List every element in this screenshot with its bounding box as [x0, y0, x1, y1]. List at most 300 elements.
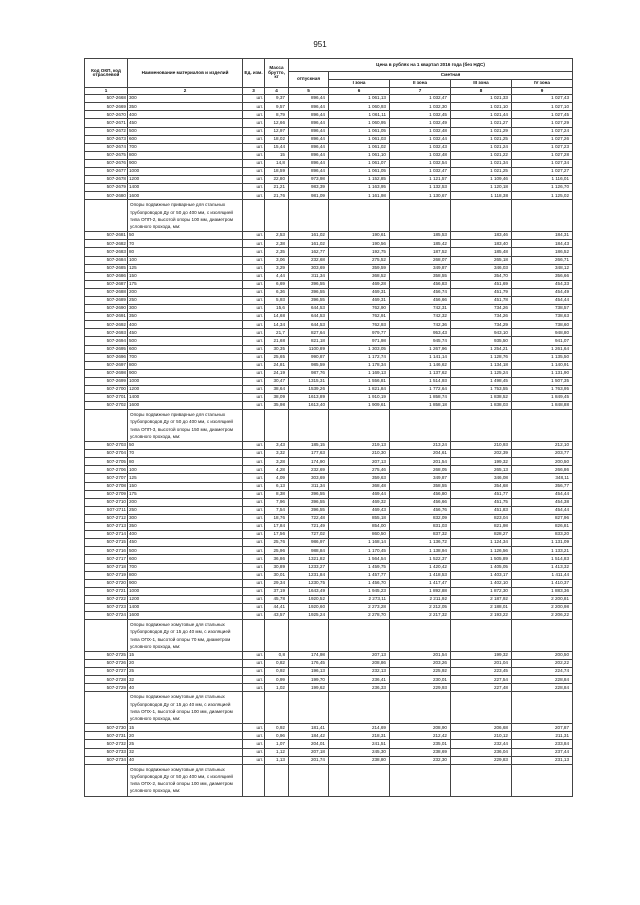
table-cell: шт.: [243, 272, 265, 280]
table-cell: 1 021,25: [451, 135, 512, 143]
table-row: [85, 135, 573, 143]
table-row: [85, 547, 573, 555]
column-number: 9: [512, 88, 573, 95]
empty-cell: [451, 200, 512, 232]
table-cell: 25,76: [265, 539, 289, 547]
table-cell: 35,98: [265, 402, 289, 410]
table-cell: 150: [128, 482, 243, 490]
empty-cell: [243, 764, 265, 796]
table-cell: шт.: [243, 377, 265, 385]
table-cell: 507-2707: [85, 474, 128, 482]
table-cell: 150: [128, 272, 243, 280]
table-cell: 199,70: [289, 676, 329, 684]
section-description: Опоры подвижные хомутовые для стальных трубопроводов Ду от 50 до 400 мм, с изоляцией типа ОПХ-2, высотой опоры 100 мм, диаметром условного прохода, мм:: [128, 764, 243, 796]
table-cell: 507-2721: [85, 587, 128, 595]
table-cell: шт.: [243, 442, 265, 450]
table-cell: 507-2699: [85, 377, 128, 385]
table-cell: 184,42: [289, 732, 329, 740]
table-row: [85, 313, 573, 321]
table-cell: 3,06: [265, 256, 289, 264]
empty-cell: [329, 620, 390, 652]
table-cell: 1 505,89: [451, 555, 512, 563]
empty-cell: [243, 410, 265, 442]
table-cell: 201,54: [390, 458, 451, 466]
table-cell: 1 061,07: [329, 159, 390, 167]
table-cell: 190,61: [329, 232, 390, 240]
table-cell: 1100,89: [289, 345, 329, 353]
table-cell: 2 193,22: [451, 612, 512, 620]
table-cell: 1 411,44: [512, 571, 573, 579]
table-cell: 1 032,49: [390, 119, 451, 127]
table-cell: 454,44: [512, 506, 573, 514]
table-cell: 507-2679: [85, 184, 128, 192]
table-cell: 175: [128, 280, 243, 288]
table-cell: 199,62: [289, 684, 329, 692]
table-cell: 303,69: [289, 264, 329, 272]
table-cell: 5,93: [265, 296, 289, 304]
table-cell: 18,76: [265, 514, 289, 522]
table-cell: 24,81: [265, 361, 289, 369]
table-cell: 738,60: [512, 321, 573, 329]
table-cell: 348,12: [512, 264, 573, 272]
table-cell: шт.: [243, 579, 265, 587]
table-cell: 38,09: [265, 394, 289, 402]
table-cell: 973,98: [289, 176, 329, 184]
table-cell: шт.: [243, 288, 265, 296]
table-cell: 18,02: [265, 135, 289, 143]
table-cell: 742,31: [390, 305, 451, 313]
table-cell: 1 124,34: [451, 539, 512, 547]
empty-cell: [265, 620, 289, 652]
table-cell: шт.: [243, 603, 265, 611]
table-cell: 854,00: [329, 523, 390, 531]
table-cell: 30,01: [265, 571, 289, 579]
table-cell: 1 522,37: [390, 555, 451, 563]
table-cell: 396,55: [289, 490, 329, 498]
table-row: [85, 111, 573, 119]
table-cell: 1 403,17: [451, 571, 512, 579]
table-cell: 200: [128, 288, 243, 296]
table-cell: 1920,60: [289, 603, 329, 611]
table-cell: 400: [128, 111, 243, 119]
table-cell: 1233,27: [289, 563, 329, 571]
column-number: 6: [329, 88, 390, 95]
table-cell: 250: [128, 296, 243, 304]
table-cell: 1 849,45: [512, 394, 573, 402]
section-description: Опоры подвижные приварные для стальных трубопроводов Ду от 50 до 400 мм, с изоляцией типа ОПП-2, высотой опоры 100 мм, диаметром условного прохода, мм:: [128, 200, 243, 232]
table-cell: 1 061,10: [329, 151, 390, 159]
table-cell: 826,81: [512, 523, 573, 531]
table-cell: 1 118,38: [451, 192, 512, 200]
empty-cell: [289, 620, 329, 652]
table-cell: 200,50: [512, 458, 573, 466]
table-cell: 1 405,05: [451, 563, 512, 571]
table-cell: шт.: [243, 240, 265, 248]
table-cell: 507-2720: [85, 579, 128, 587]
empty-cell: [289, 692, 329, 724]
table-cell: шт.: [243, 321, 265, 329]
section-header-row: [85, 692, 573, 724]
table-cell: 32: [128, 748, 243, 756]
table-cell: 70: [128, 450, 243, 458]
table-cell: 1 032,48: [390, 151, 451, 159]
table-row: [85, 232, 573, 240]
table-cell: 507-2689: [85, 296, 128, 304]
table-cell: 354,70: [451, 272, 512, 280]
table-cell: 507-2727: [85, 668, 128, 676]
table-cell: шт.: [243, 103, 265, 111]
table-cell: 600: [128, 345, 243, 353]
table-cell: 187,52: [390, 248, 451, 256]
empty-cell: [289, 200, 329, 232]
table-cell: 232,44: [451, 740, 512, 748]
table-cell: 507-2700: [85, 386, 128, 394]
table-cell: 1 402,10: [451, 579, 512, 587]
table-row: [85, 337, 573, 345]
table-cell: 456,83: [390, 280, 451, 288]
table-cell: 1 136,72: [390, 539, 451, 547]
table-cell: 896,44: [289, 159, 329, 167]
table-cell: 30,89: [265, 563, 289, 571]
empty-cell: [390, 410, 451, 442]
table-row: [85, 272, 573, 280]
table-cell: 21,76: [265, 192, 289, 200]
table-cell: 1 021,29: [451, 127, 512, 135]
table-cell: 507-2686: [85, 272, 128, 280]
table-row: [85, 748, 573, 756]
table-cell: 1 032,47: [390, 95, 451, 103]
table-cell: 40: [128, 756, 243, 764]
table-row: [85, 724, 573, 732]
table-cell: 742,32: [390, 313, 451, 321]
table-cell: 500: [128, 337, 243, 345]
table-cell: 507-2722: [85, 595, 128, 603]
table-cell: 469,43: [329, 506, 390, 514]
table-cell: 268,07: [390, 256, 451, 264]
table-cell: 1 161,98: [329, 192, 390, 200]
table-cell: 2 212,05: [390, 603, 451, 611]
table-row: [85, 676, 573, 684]
table-cell: 32: [128, 676, 243, 684]
table-cell: 900: [128, 369, 243, 377]
table-cell: 24,19: [265, 369, 289, 377]
table-cell: 896,44: [289, 143, 329, 151]
table-cell: 800: [128, 361, 243, 369]
table-cell: 15,6: [265, 305, 289, 313]
empty-cell: [243, 200, 265, 232]
table-cell: 303,69: [289, 474, 329, 482]
table-cell: 125: [128, 474, 243, 482]
table-cell: 14,34: [265, 321, 289, 329]
table-cell: 230,01: [390, 676, 451, 684]
table-cell: 2 273,28: [329, 603, 390, 611]
table-cell: 1 027,10: [512, 103, 573, 111]
empty-cell: [451, 764, 512, 796]
table-cell: шт.: [243, 337, 265, 345]
table-cell: 350: [128, 523, 243, 531]
table-cell: 507-2726: [85, 660, 128, 668]
table-cell: 454,33: [512, 280, 573, 288]
empty-cell: [329, 200, 390, 232]
table-cell: 100: [128, 256, 243, 264]
table-cell: 238,69: [390, 748, 451, 756]
table-cell: 1 170,45: [329, 547, 390, 555]
table-cell: 228,84: [512, 676, 573, 684]
table-row: [85, 280, 573, 288]
table-cell: 210,12: [451, 732, 512, 740]
table-cell: 20: [128, 732, 243, 740]
table-cell: шт.: [243, 168, 265, 176]
table-cell: 232,30: [390, 756, 451, 764]
table-cell: 348,11: [512, 474, 573, 482]
table-cell: 400: [128, 321, 243, 329]
table-cell: 192,75: [329, 248, 390, 256]
table-cell: 1 872,30: [451, 587, 512, 595]
table-cell: 507-2710: [85, 498, 128, 506]
table-cell: 396,55: [289, 498, 329, 506]
table-cell: 1 132,53: [390, 184, 451, 192]
table-row: [85, 402, 573, 410]
empty-cell: [451, 410, 512, 442]
table-cell: шт.: [243, 143, 265, 151]
table-cell: 1 858,74: [390, 394, 451, 402]
table-cell: 1 121,57: [390, 176, 451, 184]
table-cell: 212,42: [390, 732, 451, 740]
table-cell: 396,55: [289, 296, 329, 304]
table-cell: 469,31: [329, 288, 390, 296]
table-cell: 349,87: [390, 264, 451, 272]
table-cell: 454,44: [512, 296, 573, 304]
empty-cell: [390, 764, 451, 796]
empty-cell: [265, 410, 289, 442]
table-cell: 8,38: [265, 490, 289, 498]
table-cell: 1 061,13: [329, 95, 390, 103]
table-cell: 1 168,14: [329, 539, 390, 547]
table-cell: 8,79: [265, 111, 289, 119]
table-cell: шт.: [243, 296, 265, 304]
table-cell: 896,44: [289, 127, 329, 135]
table-cell: 1 120,18: [451, 184, 512, 192]
empty-cell: [451, 692, 512, 724]
table-cell: 204,01: [289, 740, 329, 748]
table-cell: 948,80: [512, 329, 573, 337]
table-cell: 201,54: [390, 651, 451, 659]
table-cell: 507-2709: [85, 490, 128, 498]
table-cell: 507-2678: [85, 176, 128, 184]
table-cell: 507-2691: [85, 313, 128, 321]
table-cell: 36,86: [265, 555, 289, 563]
table-cell: 400: [128, 531, 243, 539]
section-description: Опоры подвижные хомутовые для стальных трубопроводов Ду от 15 до 40 мм, с изоляцией типа ОПХ-1, высотой опоры 70 мм, диаметром условного прохода, мм:: [128, 620, 243, 652]
table-cell: 1 061,05: [329, 127, 390, 135]
table-cell: 2 188,01: [451, 603, 512, 611]
table-cell: 30,47: [265, 377, 289, 385]
table-cell: шт.: [243, 450, 265, 458]
table-cell: 45,78: [265, 595, 289, 603]
table-cell: 507-2714: [85, 531, 128, 539]
table-cell: 37,19: [265, 587, 289, 595]
table-cell: 3,28: [265, 458, 289, 466]
table-row: [85, 684, 573, 692]
table-cell: 1 753,55: [451, 386, 512, 394]
empty-cell: [243, 692, 265, 724]
table-cell: 4,44: [265, 272, 289, 280]
table-cell: 454,44: [512, 490, 573, 498]
table-cell: 265,13: [451, 466, 512, 474]
table-cell: 7,96: [265, 498, 289, 506]
table-cell: 1,13: [265, 756, 289, 764]
table-cell: 1 413,32: [512, 563, 573, 571]
table-cell: 232,69: [289, 466, 329, 474]
table-row: [85, 482, 573, 490]
table-cell: 161,02: [289, 240, 329, 248]
table-cell: 80: [128, 248, 243, 256]
table-cell: 18,59: [265, 168, 289, 176]
table-cell: 507-2670: [85, 111, 128, 119]
table-cell: 232,68: [289, 256, 329, 264]
table-cell: 125: [128, 264, 243, 272]
table-cell: 4,28: [265, 466, 289, 474]
table-cell: 1600: [128, 612, 243, 620]
table-cell: 202,39: [451, 450, 512, 458]
header-mass: Масса брутто, кг: [265, 59, 289, 88]
table-cell: 50: [128, 442, 243, 450]
table-row: [85, 184, 573, 192]
table-cell: 507-2718: [85, 563, 128, 571]
table-cell: 6,69: [265, 280, 289, 288]
table-cell: 0,96: [265, 732, 289, 740]
column-number-row: [85, 88, 573, 95]
table-cell: 1925,24: [289, 612, 329, 620]
table-cell: 507-2706: [85, 466, 128, 474]
table-row: [85, 361, 573, 369]
table-cell: 1 138,94: [390, 547, 451, 555]
table-cell: 346,03: [451, 264, 512, 272]
table-cell: 15: [128, 724, 243, 732]
table-cell: шт.: [243, 394, 265, 402]
table-cell: 203,26: [390, 660, 451, 668]
table-cell: 1 772,64: [390, 386, 451, 394]
table-cell: 1 459,75: [329, 563, 390, 571]
table-cell: 450: [128, 539, 243, 547]
table-cell: 15,44: [265, 143, 289, 151]
table-cell: шт.: [243, 724, 265, 732]
table-cell: 233,84: [512, 740, 573, 748]
table-cell: 896,44: [289, 103, 329, 111]
table-cell: 456,74: [390, 288, 451, 296]
empty-cell: [451, 620, 512, 652]
table-cell: 1 032,43: [390, 143, 451, 151]
table-row: [85, 523, 573, 531]
table-cell: 25: [128, 668, 243, 676]
table-cell: 1 021,22: [451, 151, 512, 159]
table-cell: 241,51: [329, 740, 390, 748]
table-cell: 1 125,02: [512, 192, 573, 200]
table-row: [85, 651, 573, 659]
empty-cell: [329, 410, 390, 442]
table-cell: 1000: [128, 168, 243, 176]
table-cell: 20: [128, 660, 243, 668]
table-row: [85, 571, 573, 579]
table-cell: шт.: [243, 732, 265, 740]
table-cell: 396,55: [289, 506, 329, 514]
table-cell: 266,71: [512, 256, 573, 264]
table-cell: шт.: [243, 313, 265, 321]
table-cell: 1 133,21: [512, 547, 573, 555]
empty-cell: [512, 692, 573, 724]
table-cell: 454,38: [512, 498, 573, 506]
table-cell: 30,35: [265, 345, 289, 353]
table-cell: 1 032,44: [390, 135, 451, 143]
table-row: [85, 288, 573, 296]
table-cell: 1 021,34: [451, 159, 512, 167]
table-cell: 469,32: [329, 498, 390, 506]
table-cell: 2,38: [265, 240, 289, 248]
table-cell: 358,55: [390, 272, 451, 280]
empty-cell: [265, 764, 289, 796]
table-cell: шт.: [243, 595, 265, 603]
table-row: [85, 377, 573, 385]
table-cell: 1000: [128, 587, 243, 595]
table-row: [85, 563, 573, 571]
table-cell: шт.: [243, 466, 265, 474]
empty-cell: [390, 692, 451, 724]
table-cell: 1613,89: [289, 394, 329, 402]
table-cell: 507-2674: [85, 143, 128, 151]
table-cell: 896,44: [289, 119, 329, 127]
table-cell: 828,27: [451, 531, 512, 539]
table-cell: 1 027,45: [512, 111, 573, 119]
table-row: [85, 127, 573, 135]
table-cell: 507-2680: [85, 192, 128, 200]
table-row: [85, 539, 573, 547]
table-cell: 235,01: [390, 740, 451, 748]
table-cell: 451,78: [451, 296, 512, 304]
table-row: [85, 474, 573, 482]
table-row: [85, 506, 573, 514]
table-cell: 1 125,24: [451, 369, 512, 377]
table-row: [85, 151, 573, 159]
section-header-row: [85, 764, 573, 796]
table-cell: 831,03: [390, 523, 451, 531]
table-row: [85, 498, 573, 506]
table-cell: 507-2703: [85, 442, 128, 450]
table-row: [85, 103, 573, 111]
table-cell: 1400: [128, 603, 243, 611]
empty-cell: [85, 692, 128, 724]
table-cell: 196,13: [289, 668, 329, 676]
table-cell: 1 060,95: [329, 119, 390, 127]
table-cell: шт.: [243, 514, 265, 522]
table-cell: 451,77: [451, 490, 512, 498]
table-cell: шт.: [243, 305, 265, 313]
table-cell: 985,59: [289, 361, 329, 369]
empty-cell: [289, 764, 329, 796]
table-cell: 827,96: [512, 514, 573, 522]
table-cell: 456,76: [390, 506, 451, 514]
table-cell: 507-2681: [85, 232, 128, 240]
table-cell: 1 909,61: [329, 402, 390, 410]
table-cell: 245,30: [329, 748, 390, 756]
table-cell: 721,49: [289, 523, 329, 531]
table-cell: 184,31: [512, 232, 573, 240]
table-cell: 1 169,13: [329, 369, 390, 377]
table-cell: 507-2732: [85, 740, 128, 748]
table-cell: шт.: [243, 248, 265, 256]
table-cell: 507-2725: [85, 651, 128, 659]
table-cell: 236,41: [329, 676, 390, 684]
table-cell: 1 116,01: [512, 176, 573, 184]
